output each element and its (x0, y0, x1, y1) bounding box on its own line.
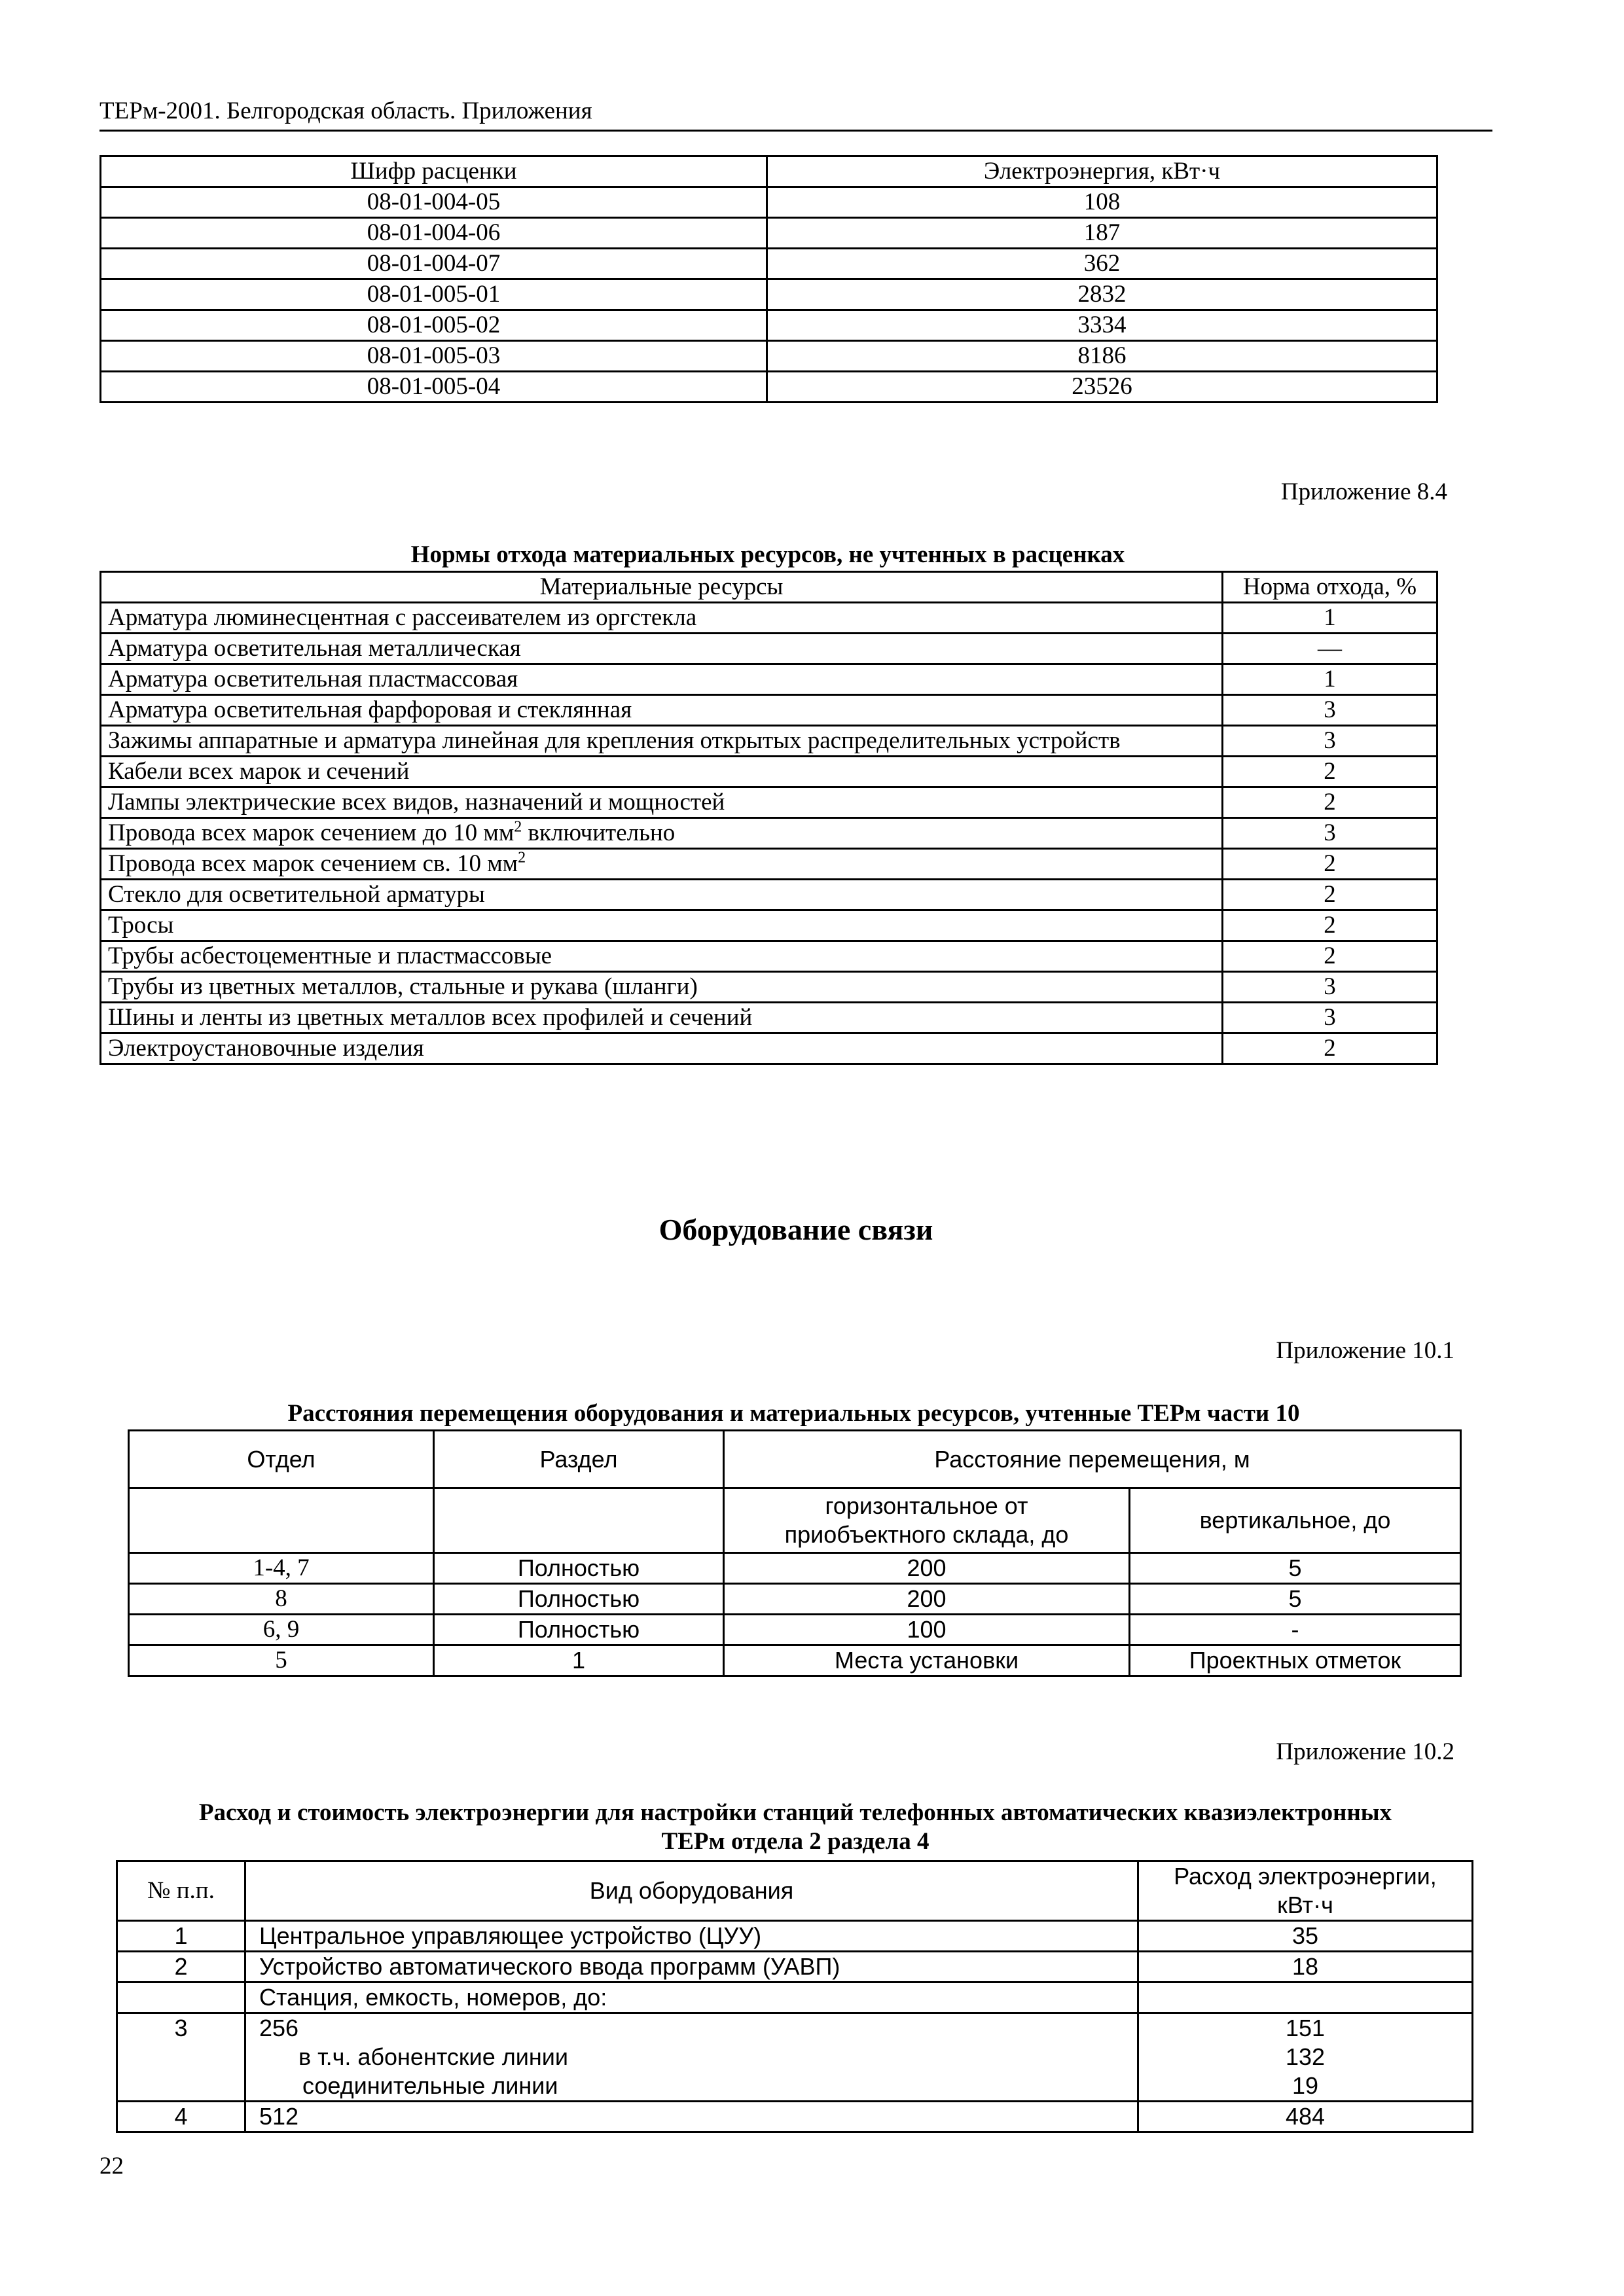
table-row (129, 1615, 1461, 1645)
row-number: 3 (117, 2013, 245, 2102)
appendix-label: Приложение 10.2 (1276, 1738, 1454, 1765)
table-row (101, 910, 1437, 941)
table-row (101, 726, 1437, 757)
appendix-label: Приложение 8.4 (1280, 478, 1447, 505)
dept-cell: 1-4, 7 (129, 1553, 434, 1584)
table-header-row (101, 572, 1437, 603)
page-number: 22 (99, 2153, 124, 2179)
column-header: Раздел (434, 1431, 724, 1488)
electricity-table (99, 155, 1438, 403)
table-row (101, 757, 1437, 787)
table-caption (98, 1799, 1492, 1856)
vertical-cell: 5 (1130, 1584, 1461, 1615)
material-name: Трубы асбестоцементные и пластмассовые (101, 941, 1223, 972)
table-caption: Нормы отхода материальных ресурсов, не учтенных в расценках (410, 541, 1125, 568)
table-header-row (117, 1861, 1473, 1921)
empty-cell (434, 1488, 724, 1553)
waste-norm: 3 (1223, 818, 1437, 849)
energy-sub: 132 (1285, 2043, 1326, 2070)
equipment-name: Станция, емкость, номеров, до: (245, 1982, 1138, 2013)
table-row (101, 972, 1437, 1003)
waste-norm: 2 (1223, 757, 1437, 787)
waste-norm: 2 (1223, 787, 1437, 818)
vertical-cell: - (1130, 1615, 1461, 1645)
horizontal-cell: 100 (724, 1615, 1130, 1645)
horizontal-cell: 200 (724, 1584, 1130, 1615)
material-text: Провода всех марок сечением св. 10 мм (108, 850, 518, 877)
table-row (101, 818, 1437, 849)
table-row (101, 941, 1437, 972)
waste-norms-table (99, 571, 1438, 1065)
empty-cell (117, 1982, 245, 2013)
rate-code: 08-01-005-03 (101, 341, 767, 372)
table-row (101, 849, 1437, 880)
table-row (101, 310, 1437, 341)
table-row (101, 187, 1437, 218)
equipment-name: 512 (245, 2102, 1138, 2132)
energy-total: 151 (1285, 2015, 1326, 2041)
table-row (101, 341, 1437, 372)
row-number: 4 (117, 2102, 245, 2132)
waste-norm: 3 (1223, 972, 1437, 1003)
table-row (101, 880, 1437, 910)
table-header-row (101, 156, 1437, 187)
energy-value: 35 (1138, 1921, 1473, 1952)
rate-code: 08-01-004-05 (101, 187, 767, 218)
table-row (117, 2013, 1473, 2102)
energy-value: 8186 (767, 341, 1437, 372)
waste-norm: 2 (1223, 880, 1437, 910)
caption-line: Расход и стоимость электроэнергии для настройки станций телефонных автоматических квазиэлектронных (198, 1799, 1392, 1826)
table-row (101, 695, 1437, 726)
rate-code: 08-01-004-07 (101, 249, 767, 279)
table-row (101, 603, 1437, 634)
equipment-name: Центральное управляющее устройство (ЦУУ) (245, 1921, 1138, 1952)
sub-item: в т.ч. абонентские линии (298, 2043, 569, 2070)
energy-value: 484 (1138, 2102, 1473, 2132)
waste-norm: 3 (1223, 726, 1437, 757)
column-header: Расстояние перемещения, м (724, 1431, 1461, 1488)
material-name: Арматура осветительная пластмассовая (101, 664, 1223, 695)
material-name: Кабели всех марок и сечений (101, 757, 1223, 787)
station-energy-table (116, 1860, 1473, 2133)
table-row (101, 1033, 1437, 1064)
material-name: Арматура люминесцентная с рассеивателем из оргстекла (101, 603, 1223, 634)
column-header: Шифр расценки (101, 156, 767, 187)
material-name: Электроустановочные изделия (101, 1033, 1223, 1064)
table-row (101, 1003, 1437, 1033)
dept-cell: 8 (129, 1584, 434, 1615)
material-name: Шины и ленты из цветных металлов всех профилей и сечений (101, 1003, 1223, 1033)
table-row (101, 372, 1437, 403)
dept-cell: 6, 9 (129, 1615, 434, 1645)
header-rule (99, 130, 1492, 132)
table-row (101, 787, 1437, 818)
table-row (117, 2102, 1473, 2132)
rate-code: 08-01-005-02 (101, 310, 767, 341)
table-header-row (129, 1431, 1461, 1488)
table-row (101, 279, 1437, 310)
row-number: 1 (117, 1921, 245, 1952)
distance-table (128, 1429, 1462, 1677)
material-name (101, 818, 1223, 849)
superscript: 2 (518, 849, 526, 867)
table-subheader-row (129, 1488, 1461, 1553)
table-row (101, 218, 1437, 249)
rate-code: 08-01-004-06 (101, 218, 767, 249)
material-name: Арматура осветительная фарфоровая и стеклянная (101, 695, 1223, 726)
material-name: Лампы электрические всех видов, назначений и мощностей (101, 787, 1223, 818)
horizontal-cell: 200 (724, 1553, 1130, 1584)
horizontal-cell: Места установки (724, 1645, 1130, 1676)
table-row (129, 1645, 1461, 1676)
energy-value: 2832 (767, 279, 1437, 310)
dept-cell: 5 (129, 1645, 434, 1676)
row-number: 2 (117, 1952, 245, 1982)
equipment-name (245, 2013, 1138, 2102)
waste-norm: — (1223, 634, 1437, 664)
material-name: Арматура осветительная металлическая (101, 634, 1223, 664)
table-row (117, 1921, 1473, 1952)
waste-norm: 1 (1223, 664, 1437, 695)
waste-norm: 1 (1223, 603, 1437, 634)
energy-value: 3334 (767, 310, 1437, 341)
material-text: Провода всех марок сечением до 10 мм (108, 819, 514, 846)
table-row (117, 1952, 1473, 1982)
energy-value: 23526 (767, 372, 1437, 403)
waste-norm: 3 (1223, 695, 1437, 726)
waste-norm: 2 (1223, 910, 1437, 941)
vertical-cell: 5 (1130, 1553, 1461, 1584)
superscript: 2 (514, 818, 522, 836)
running-header: ТЕРм-2001. Белгородская область. Приложения (99, 98, 592, 124)
empty-cell (129, 1488, 434, 1553)
table-row (101, 664, 1437, 695)
material-name: Зажимы аппаратные и арматура линейная для крепления открытых распределительных устройств (101, 726, 1223, 757)
energy-sub: 19 (1291, 2072, 1319, 2099)
column-header: горизонтальное от приобъектного склада, до (724, 1488, 1130, 1553)
table-row (101, 634, 1437, 664)
energy-value (1138, 2013, 1473, 2102)
energy-value: 18 (1138, 1952, 1473, 1982)
column-header: Материальные ресурсы (101, 572, 1223, 603)
material-name: Трубы из цветных металлов, стальные и рукава (шланги) (101, 972, 1223, 1003)
table-row (129, 1584, 1461, 1615)
material-name: Тросы (101, 910, 1223, 941)
vertical-cell: Проектных отметок (1130, 1645, 1461, 1676)
waste-norm: 3 (1223, 1003, 1437, 1033)
material-name: Стекло для осветительной арматуры (101, 880, 1223, 910)
column-header: вертикальное, до (1130, 1488, 1461, 1553)
empty-cell (1138, 1982, 1473, 2013)
section-cell: 1 (434, 1645, 724, 1676)
column-header: Вид оборудования (245, 1861, 1138, 1921)
energy-value: 187 (767, 218, 1437, 249)
rate-code: 08-01-005-01 (101, 279, 767, 310)
waste-norm: 2 (1223, 849, 1437, 880)
column-header: Электроэнергия, кВт·ч (767, 156, 1437, 187)
column-header: Отдел (129, 1431, 434, 1488)
table-row (117, 1982, 1473, 2013)
section-cell: Полностью (434, 1553, 724, 1584)
column-header: № п.п. (117, 1861, 245, 1921)
appendix-label: Приложение 10.1 (1276, 1337, 1454, 1364)
caption-line: ТЕРм отдела 2 раздела 4 (661, 1828, 929, 1855)
station-capacity: 256 (259, 2015, 299, 2041)
column-header: Норма отхода, % (1223, 572, 1437, 603)
table-row (101, 249, 1437, 279)
section-cell: Полностью (434, 1615, 724, 1645)
waste-norm: 2 (1223, 941, 1437, 972)
table-row (129, 1553, 1461, 1584)
energy-value: 362 (767, 249, 1437, 279)
sub-item: соединительные линии (302, 2072, 558, 2099)
energy-value: 108 (767, 187, 1437, 218)
material-text-tail: включительно (522, 819, 676, 846)
column-header: Расход электроэнергии, кВт·ч (1138, 1861, 1473, 1921)
material-name (101, 849, 1223, 880)
section-cell: Полностью (434, 1584, 724, 1615)
equipment-name: Устройство автоматического ввода программ (УАВП) (245, 1952, 1138, 1982)
waste-norm: 2 (1223, 1033, 1437, 1064)
section-title: Оборудование связи (659, 1213, 933, 1246)
rate-code: 08-01-005-04 (101, 372, 767, 403)
table-caption: Расстояния перемещения оборудования и материальных ресурсов, учтенные ТЕРм части 10 (287, 1400, 1300, 1427)
